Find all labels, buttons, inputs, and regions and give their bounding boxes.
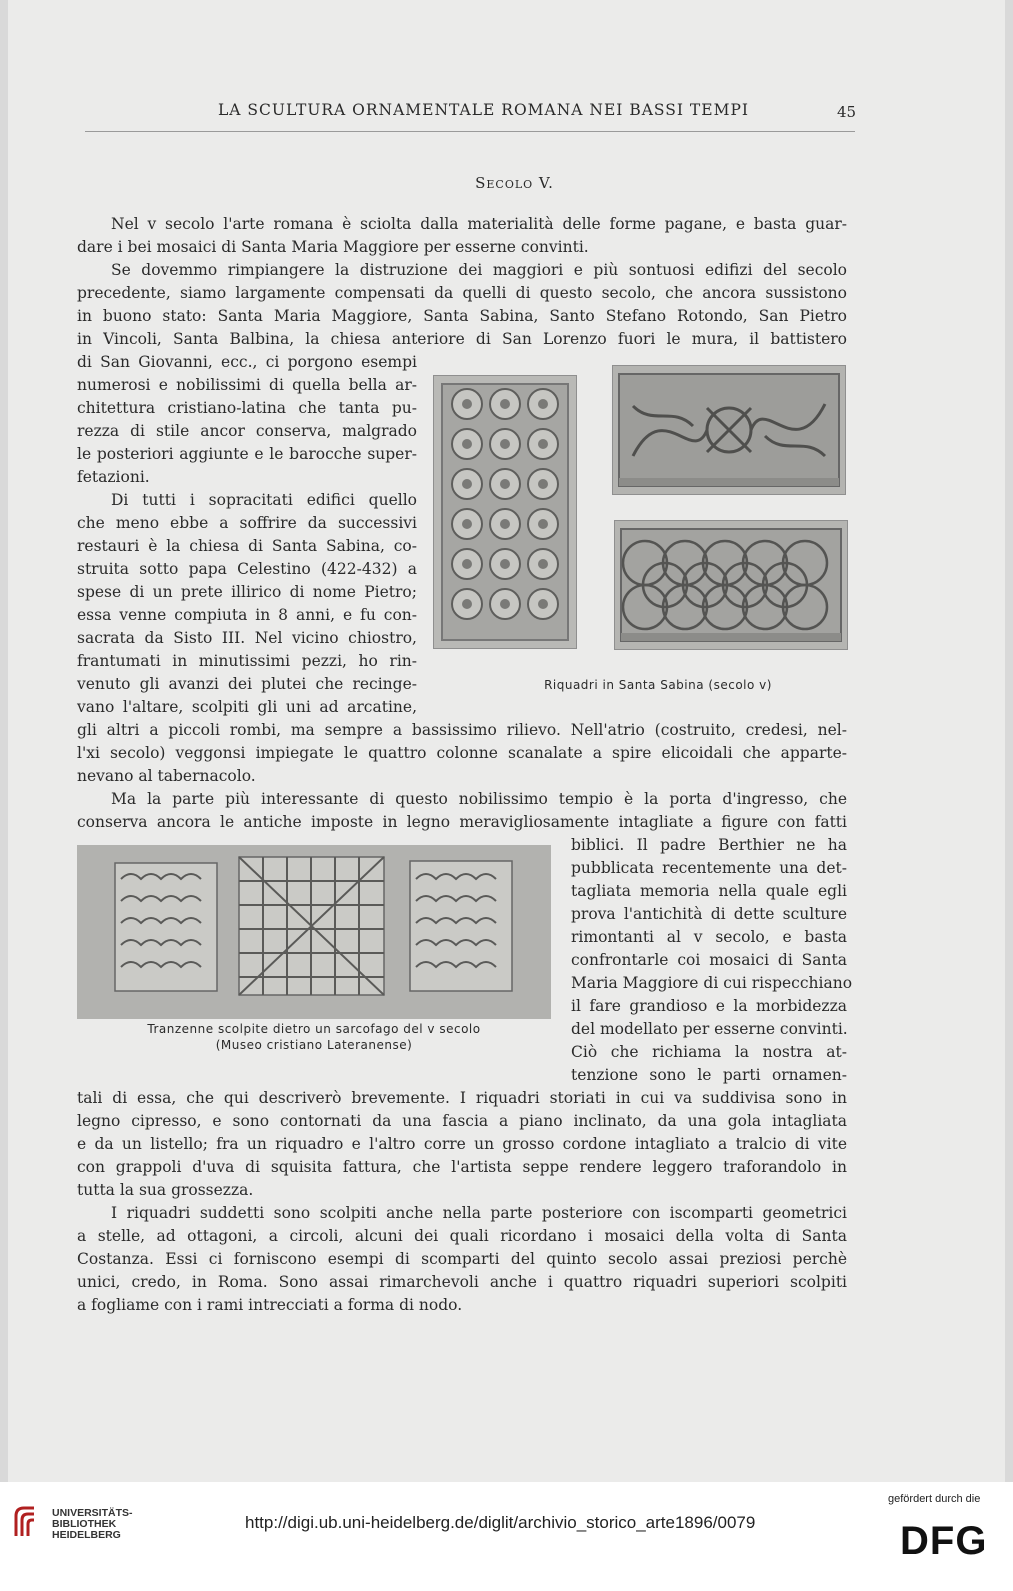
text-line: chitettura cristiano-latina che tanta pu- — [77, 399, 417, 417]
tranzenne-caption-line-1: Tranzenne scolpite dietro un sarcofago del v secolo — [147, 1022, 481, 1036]
text-line: Di tutti i sopracitati edifici quello — [111, 491, 417, 509]
library-name — [52, 1508, 133, 1541]
text-line: precedente, siamo largamente compensati da quelli di questo secolo, che ancora sussistono — [77, 284, 847, 302]
interlaced-circles-image — [615, 521, 847, 649]
text-line: struita sotto papa Celestino (422-432) a — [77, 560, 417, 578]
text-line: l'xi secolo) veggonsi impiegate le quattro colonne scanalate a spire elicoidali che apparte- — [77, 744, 847, 762]
text-line: sacrata da Sisto III. Nel vicino chiostro, — [77, 629, 417, 647]
rosette-pattern-image — [434, 376, 576, 648]
header-rule — [85, 131, 855, 132]
library-logo-icon — [12, 1504, 38, 1538]
text-line: e da un listello; fra un riquadro e l'altro corre un grosso cordone intagliato a tralcio di vite — [77, 1135, 847, 1153]
text-line: il fare grandioso e la morbidezza — [571, 997, 847, 1015]
page-number: 45 — [837, 103, 857, 121]
text-line: unici, credo, in Roma. Sono assai rimarchevoli anche i quattro riquadri superiori scolpiti — [77, 1273, 847, 1291]
text-line: che meno ebbe a soffrire da successivi — [77, 514, 417, 532]
section-title-text: Secolo V. — [475, 174, 554, 192]
library-line-3: HEIDELBERG — [52, 1529, 121, 1541]
text-line: Costanza. Essi ci forniscono esempi di scomparti del quinto secolo assai preziosi perchè — [77, 1250, 847, 1268]
text-line: confrontarle coi mosaici di Santa — [571, 951, 847, 969]
text-line: frantumati in minutissimi pezzi, ho rin- — [77, 652, 417, 670]
running-title: LA SCULTURA ORNAMENTALE ROMANA NEI BASSI TEMPI — [218, 101, 750, 119]
text-line: Se dovemmo rimpiangere la distruzione dei maggiori e più sontuosi edifizi del secolo — [111, 261, 847, 279]
library-line-2: BIBLIOTHEK — [52, 1518, 117, 1530]
text-line: conserva ancora le antiche imposte in legno meravigliosamente intagliate a figure con fatti — [77, 813, 847, 831]
text-line: in Vincoli, Santa Balbina, la chiesa anteriore di San Lorenzo fuori le mura, il battistero — [77, 330, 847, 348]
text-line: prova l'antichità di dette sculture — [571, 905, 847, 923]
text-line: I riquadri suddetti sono scolpiti anche nella parte posteriore con iscomparti geometrici — [111, 1204, 847, 1222]
library-line-1: UNIVERSITÄTS- — [52, 1507, 133, 1519]
foliage-knot-image — [613, 366, 845, 494]
text-line: Nel v secolo l'arte romana è sciolta dalla materialità delle forme pagane, e basta guar- — [111, 215, 847, 233]
text-line: venuto gli avanzi dei plutei che recinge- — [77, 675, 417, 693]
text-line: a fogliame con i rami intrecciati a forma di nodo. — [77, 1296, 463, 1314]
funding-label: gefördert durch die — [888, 1493, 981, 1505]
text-line: numerosi e nobilissimi di quella bella ar- — [77, 376, 417, 394]
text-line: rezza di stile ancor conserva, malgrado — [77, 422, 417, 440]
text-line: biblici. Il padre Berthier ne ha — [571, 836, 847, 854]
text-line: nevano al tabernacolo. — [77, 767, 256, 785]
tranzenne-caption-line-2: (Museo cristiano Lateranense) — [215, 1038, 413, 1052]
digitization-footer — [0, 1482, 1013, 1591]
scanned-page — [8, 0, 1005, 1482]
text-line: spese di un prete illirico di nome Pietro; — [77, 583, 417, 601]
text-line: restauri è la chiesa di Santa Sabina, co- — [77, 537, 417, 555]
dfg-logo: DFG — [900, 1519, 988, 1563]
santa-sabina-circles-panel — [433, 375, 577, 649]
text-line: fetazioni. — [77, 468, 150, 486]
text-line: di San Giovanni, ecc., ci porgono esempi — [77, 353, 417, 371]
source-url[interactable]: http://digi.ub.uni-heidelberg.de/diglit/archivio_storico_arte1896/0079 — [245, 1513, 756, 1532]
santa-sabina-caption: Riquadri in Santa Sabina (secolo v) — [544, 678, 772, 692]
text-line: rimontanti al v secolo, e basta — [571, 928, 847, 946]
text-line: dare i bei mosaici di Santa Maria Maggiore per esserne convinti. — [77, 238, 589, 256]
text-line: Ma la parte più interessante di questo nobilissimo tempio è la porta d'ingresso, che — [111, 790, 847, 808]
text-line: tutta la sua grossezza. — [77, 1181, 254, 1199]
text-line: vano l'altare, scolpiti gli uni ad arcatine, — [77, 698, 417, 716]
santa-sabina-lattice-panel — [614, 520, 848, 650]
text-line: a stelle, ad ottagoni, a circoli, alcuni dei quali ricordano i mosaici della volta di Santa — [77, 1227, 847, 1245]
text-line: le posteriori aggiunte e le barocche super- — [77, 445, 417, 463]
text-line: tenzione sono le parti ornamen- — [571, 1066, 847, 1084]
text-line: Ciò che richiama la nostra at- — [571, 1043, 847, 1061]
text-line: tali di essa, che qui descriverò brevemente. I riquadri storiati in cui va suddivisa sono in — [77, 1089, 847, 1107]
text-line: in buono stato: Santa Maria Maggiore, Santa Sabina, Santo Stefano Rotondo, San Pietro — [77, 307, 847, 325]
text-line: tagliata memoria nella quale egli — [571, 882, 847, 900]
text-line: essa venne compiuta in 8 anni, e fu con- — [77, 606, 417, 624]
santa-sabina-knot-panel — [612, 365, 846, 495]
text-line: pubblicata recentemente una det- — [571, 859, 847, 877]
text-line: con grappoli d'uva di squisita fattura, che l'artista seppe rendere leggero traforandolo in — [77, 1158, 847, 1176]
text-line: del modellato per esserne convinti. — [571, 1020, 848, 1038]
text-line: Maria Maggiore di cui rispecchiano — [571, 974, 853, 992]
tranzenne-image — [77, 845, 551, 1019]
section-title — [8, 174, 1013, 192]
text-line: gli altri a piccoli rombi, ma sempre a bassissimo rilievo. Nell'atrio (costruito, credesi, nel- — [77, 721, 847, 739]
text-line: legno cipresso, e sono contornati da una fascia a piano inclinato, da una gola intagliata — [77, 1112, 847, 1130]
tranzenne-panel — [77, 845, 551, 1019]
